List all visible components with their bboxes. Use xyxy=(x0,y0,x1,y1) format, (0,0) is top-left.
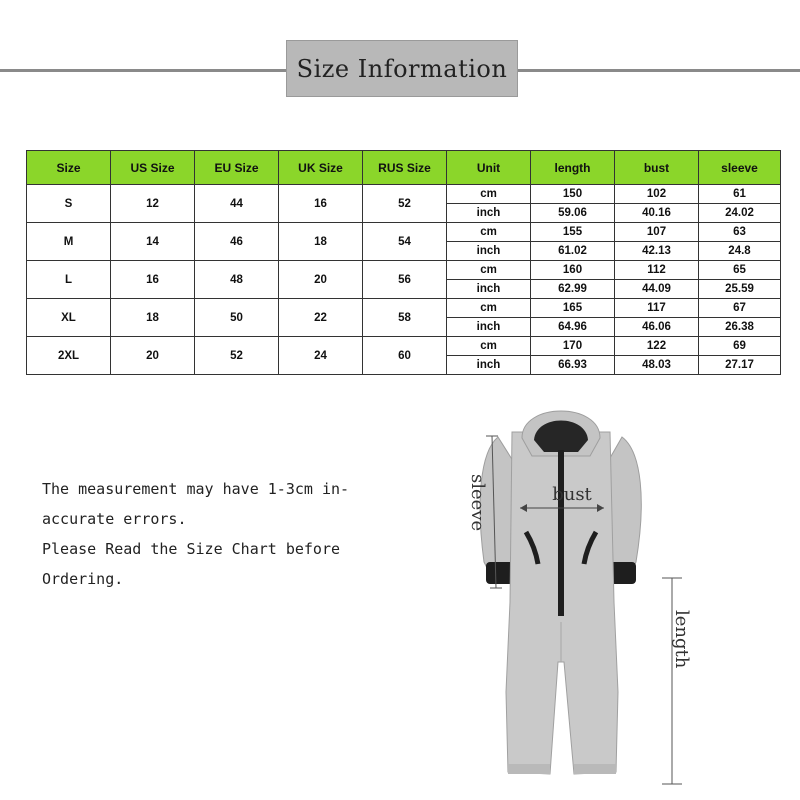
cell-bust: 117 xyxy=(615,299,699,318)
length-measure xyxy=(662,578,692,784)
cell-length: 59.06 xyxy=(531,204,615,223)
cell-bust: 102 xyxy=(615,185,699,204)
cell-length: 160 xyxy=(531,261,615,280)
note-line: Please Read the Size Chart before xyxy=(42,540,341,558)
cell-length: 61.02 xyxy=(531,242,615,261)
note-line: Ordering. xyxy=(42,570,124,588)
cell-sleeve: 25.59 xyxy=(699,280,781,299)
cell-bust: 40.16 xyxy=(615,204,699,223)
cell-unit: cm xyxy=(447,337,531,356)
cell-eu-size: 50 xyxy=(195,299,279,337)
cell-bust: 107 xyxy=(615,223,699,242)
cell-unit: inch xyxy=(447,280,531,299)
cell-bust: 112 xyxy=(615,261,699,280)
cell-sleeve: 61 xyxy=(699,185,781,204)
cell-sleeve: 69 xyxy=(699,337,781,356)
cell-rus-size: 52 xyxy=(363,185,447,223)
cell-length: 170 xyxy=(531,337,615,356)
cell-bust: 46.06 xyxy=(615,318,699,337)
cell-sleeve: 26.38 xyxy=(699,318,781,337)
note-line: The measurement may have 1-3cm in- xyxy=(42,480,350,498)
title-banner xyxy=(286,40,518,97)
table-row xyxy=(27,299,781,318)
cell-sleeve: 24.02 xyxy=(699,204,781,223)
sleeve-label: sleeve xyxy=(467,474,488,532)
header-us-size: US Size xyxy=(111,151,195,185)
header-size: Size xyxy=(27,151,111,185)
cell-bust: 44.09 xyxy=(615,280,699,299)
header-sleeve: sleeve xyxy=(699,151,781,185)
cell-size: S xyxy=(27,185,111,223)
cell-eu-size: 52 xyxy=(195,337,279,375)
cell-sleeve: 65 xyxy=(699,261,781,280)
cell-uk-size: 22 xyxy=(279,299,363,337)
cell-unit: cm xyxy=(447,299,531,318)
table-row xyxy=(27,261,781,280)
note-line: accurate errors. xyxy=(42,510,187,528)
cell-uk-size: 16 xyxy=(279,185,363,223)
header-rus-size: RUS Size xyxy=(363,151,447,185)
cell-uk-size: 24 xyxy=(279,337,363,375)
size-table xyxy=(26,150,781,375)
cell-bust: 42.13 xyxy=(615,242,699,261)
cell-unit: inch xyxy=(447,204,531,223)
cell-length: 150 xyxy=(531,185,615,204)
cell-sleeve: 67 xyxy=(699,299,781,318)
cell-sleeve: 63 xyxy=(699,223,781,242)
header-eu-size: EU Size xyxy=(195,151,279,185)
cell-size: L xyxy=(27,261,111,299)
cell-unit: inch xyxy=(447,356,531,375)
cell-length: 155 xyxy=(531,223,615,242)
table-row xyxy=(27,223,781,242)
table-row xyxy=(27,185,781,204)
cell-sleeve: 27.17 xyxy=(699,356,781,375)
cell-us-size: 18 xyxy=(111,299,195,337)
measurement-note xyxy=(42,474,402,594)
bust-label: bust xyxy=(552,484,592,505)
cell-eu-size: 48 xyxy=(195,261,279,299)
cell-sleeve: 24.8 xyxy=(699,242,781,261)
cell-eu-size: 46 xyxy=(195,223,279,261)
cell-us-size: 20 xyxy=(111,337,195,375)
cell-us-size: 14 xyxy=(111,223,195,261)
page-title: Size Information xyxy=(296,54,508,83)
cell-unit: cm xyxy=(447,261,531,280)
header-bust: bust xyxy=(615,151,699,185)
cell-rus-size: 54 xyxy=(363,223,447,261)
cell-bust: 122 xyxy=(615,337,699,356)
cell-length: 66.93 xyxy=(531,356,615,375)
cell-us-size: 12 xyxy=(111,185,195,223)
cell-bust: 48.03 xyxy=(615,356,699,375)
cell-length: 165 xyxy=(531,299,615,318)
cell-size: 2XL xyxy=(27,337,111,375)
cell-size: M xyxy=(27,223,111,261)
cell-unit: inch xyxy=(447,318,531,337)
cell-rus-size: 58 xyxy=(363,299,447,337)
cell-unit: cm xyxy=(447,185,531,204)
table-header-row xyxy=(27,151,781,185)
cell-rus-size: 56 xyxy=(363,261,447,299)
header-unit: Unit xyxy=(447,151,531,185)
header-length: length xyxy=(531,151,615,185)
header-uk-size: UK Size xyxy=(279,151,363,185)
cell-unit: inch xyxy=(447,242,531,261)
cell-rus-size: 60 xyxy=(363,337,447,375)
cell-uk-size: 18 xyxy=(279,223,363,261)
cell-unit: cm xyxy=(447,223,531,242)
cell-size: XL xyxy=(27,299,111,337)
cell-eu-size: 44 xyxy=(195,185,279,223)
cell-us-size: 16 xyxy=(111,261,195,299)
onesie-diagram xyxy=(450,392,710,792)
cell-uk-size: 20 xyxy=(279,261,363,299)
cell-length: 64.96 xyxy=(531,318,615,337)
table-row xyxy=(27,337,781,356)
length-label: length xyxy=(671,610,692,669)
zipper xyxy=(558,450,564,616)
cell-length: 62.99 xyxy=(531,280,615,299)
onesie-illustration xyxy=(480,411,641,774)
